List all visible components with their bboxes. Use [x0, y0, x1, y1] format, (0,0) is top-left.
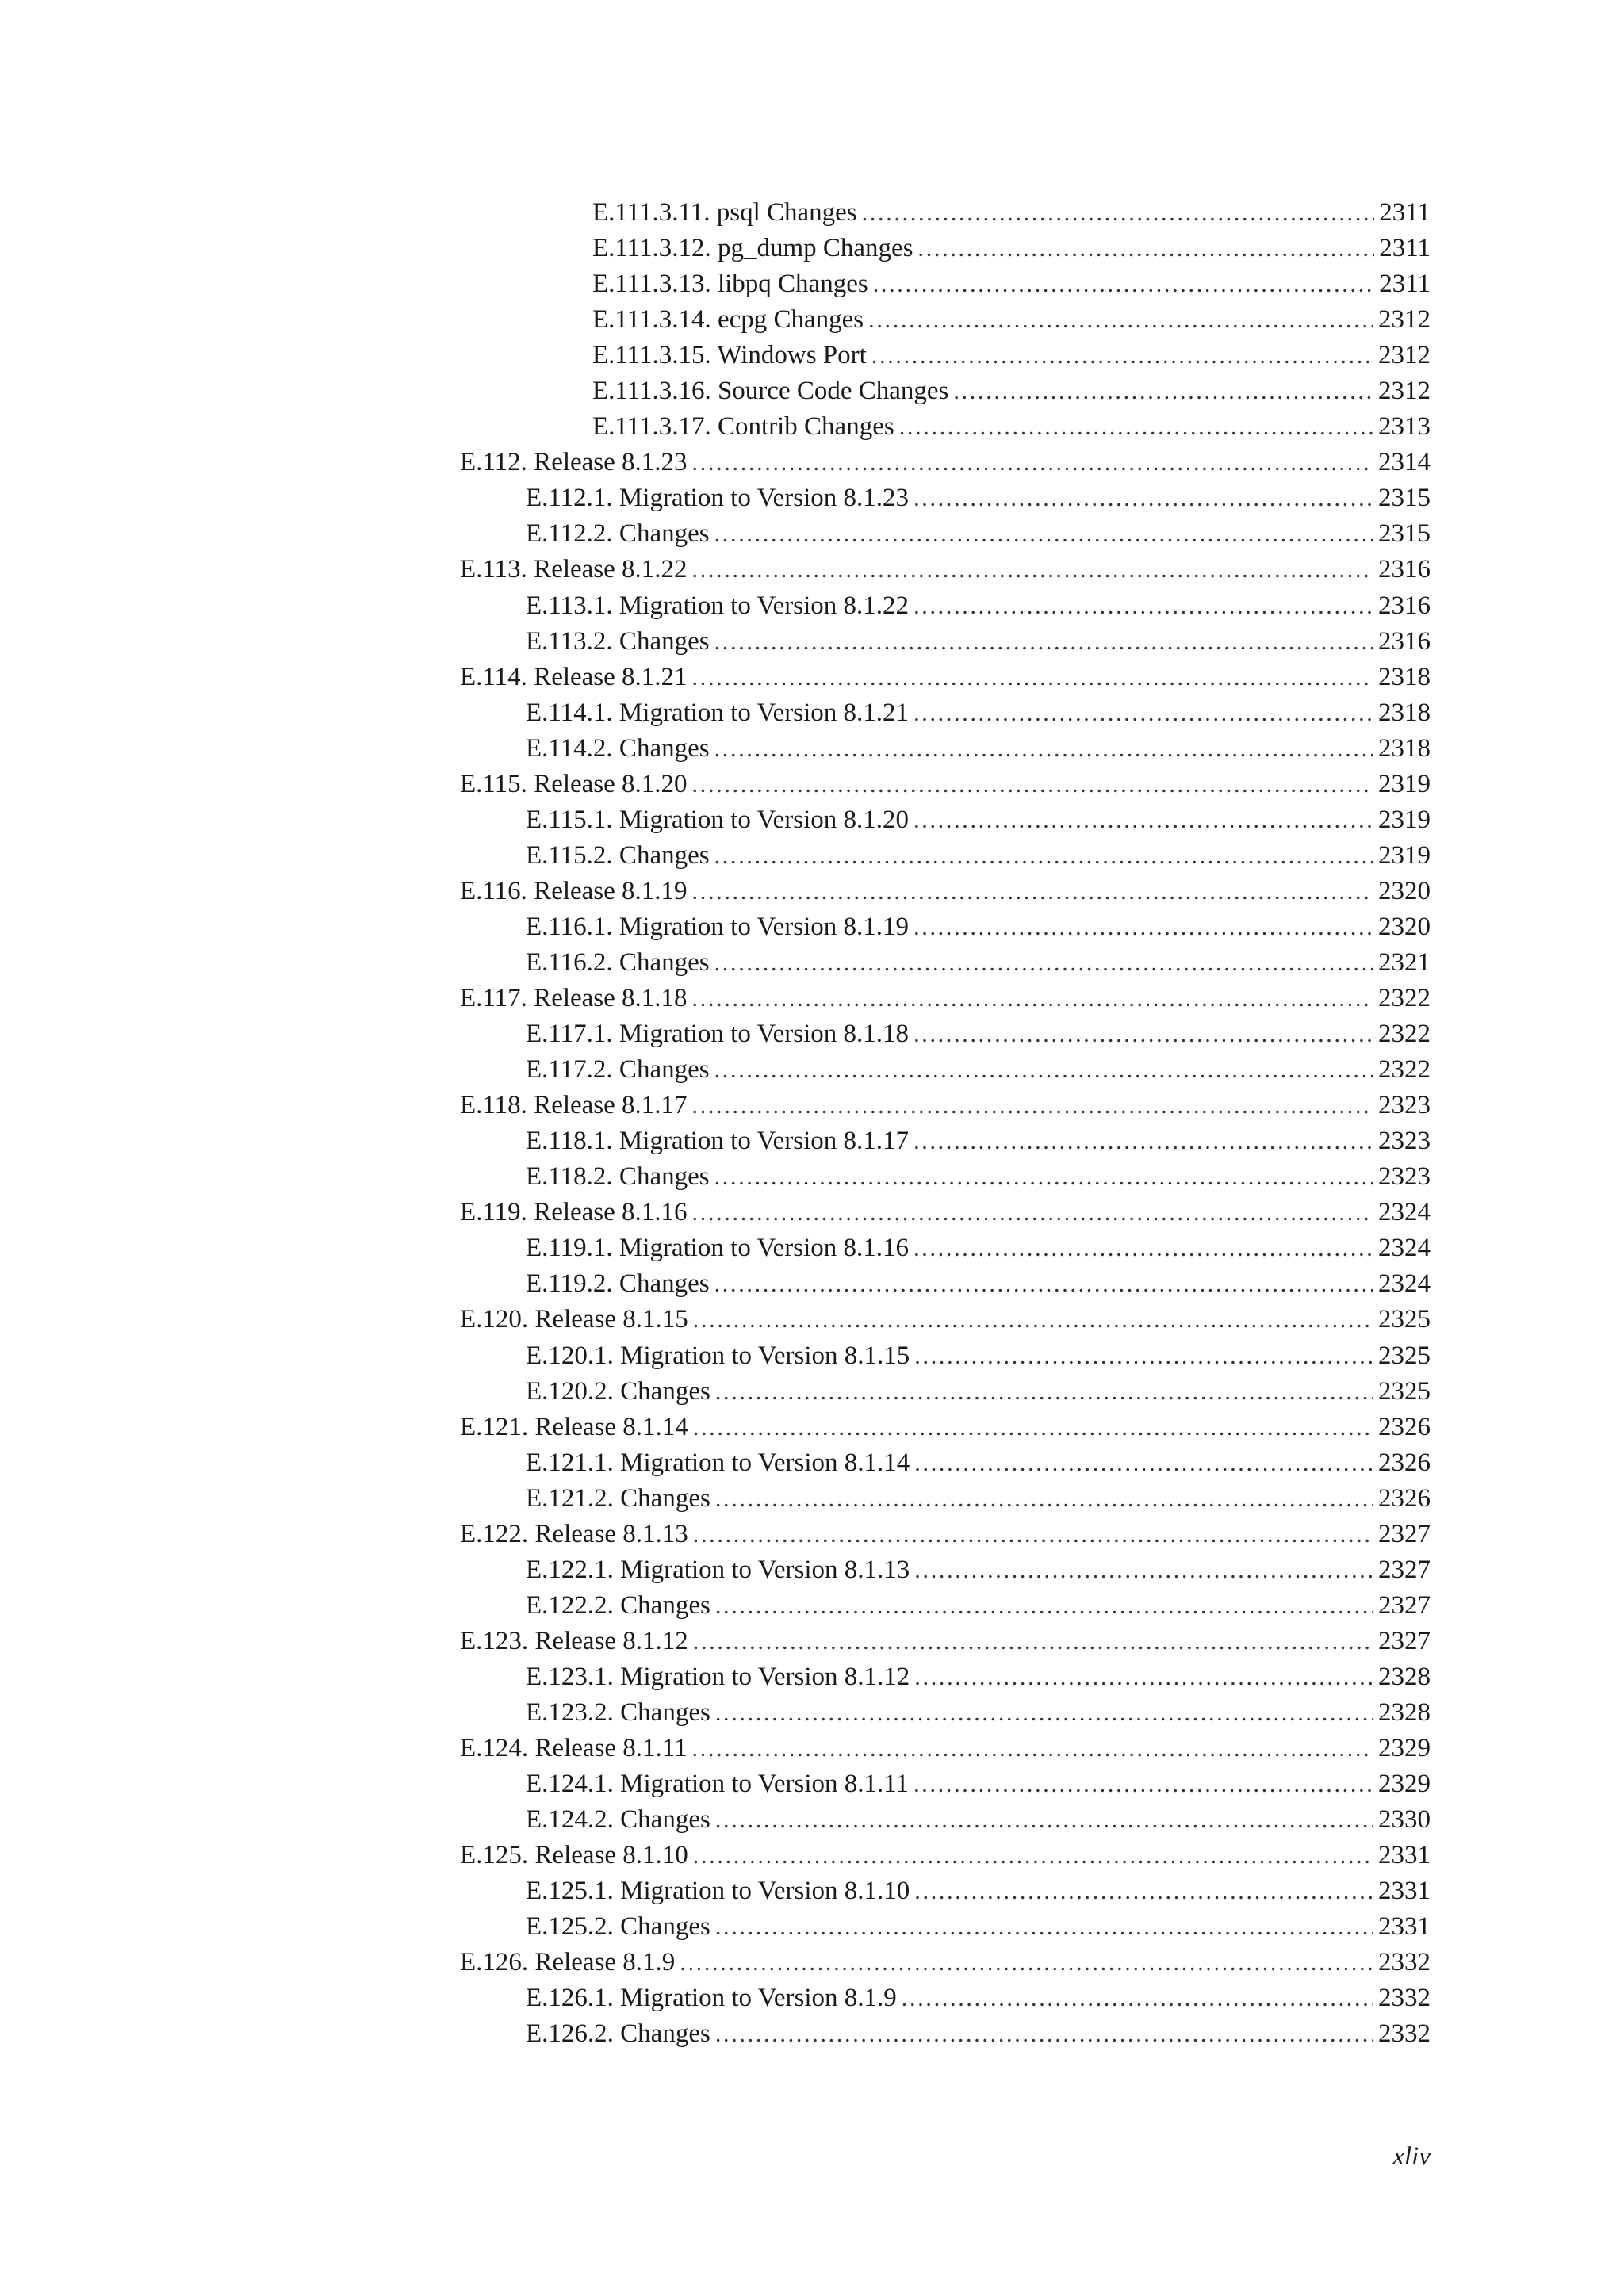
toc-entry-label: E.121. Release 8.1.14	[460, 1412, 688, 1441]
dot-leader	[715, 1695, 1373, 1731]
dot-leader	[714, 838, 1373, 874]
toc-entry-label: E.119. Release 8.1.16	[460, 1198, 688, 1227]
toc-entry[interactable]	[526, 1445, 1431, 1481]
toc-entry[interactable]	[526, 909, 1431, 945]
toc-entry-label: E.125.2. Changes	[526, 1912, 710, 1942]
dot-leader	[692, 552, 1373, 587]
toc-entry[interactable]	[526, 1873, 1431, 1909]
toc-entry-page: 2322	[1378, 1055, 1431, 1085]
toc-entry-page: 2312	[1378, 377, 1431, 406]
toc-entry-page: 2312	[1378, 341, 1431, 370]
toc-entry[interactable]	[526, 945, 1431, 981]
dot-leader	[914, 909, 1373, 945]
toc-entry-label: E.111.3.14. ecpg Changes	[592, 305, 864, 335]
dot-leader	[714, 1159, 1373, 1195]
toc-entry[interactable]	[526, 838, 1431, 874]
toc-entry-page: 2325	[1378, 1376, 1431, 1406]
dot-leader	[692, 660, 1373, 695]
toc-entry-page: 2320	[1378, 912, 1431, 941]
toc-entry[interactable]	[592, 409, 1431, 445]
toc-entry-label: E.121.1. Migration to Version 8.1.14	[526, 1448, 910, 1477]
toc-entry-page: 2324	[1378, 1269, 1431, 1299]
dot-leader	[692, 1195, 1373, 1230]
toc-entry-label: E.119.2. Changes	[526, 1269, 710, 1299]
toc-entry-label: E.124.2. Changes	[526, 1805, 710, 1835]
toc-entry-label: E.119.1. Migration to Version 8.1.16	[526, 1234, 910, 1263]
toc-entry[interactable]	[526, 1266, 1431, 1302]
toc-entry[interactable]	[526, 731, 1431, 767]
toc-entry[interactable]	[460, 552, 1431, 587]
toc-entry-label: E.112. Release 8.1.23	[460, 448, 688, 477]
toc-entry-label: E.117.2. Changes	[526, 1055, 710, 1085]
toc-entry-label: E.114.2. Changes	[526, 733, 710, 763]
toc-entry-label: E.113.2. Changes	[526, 626, 710, 656]
toc-entry-label: E.118. Release 8.1.17	[460, 1091, 688, 1120]
toc-entry-label: E.112.2. Changes	[526, 519, 710, 549]
dot-leader	[693, 1302, 1373, 1337]
toc-entry-label: E.111.3.16. Source Code Changes	[592, 377, 949, 406]
toc-entry[interactable]	[460, 1624, 1431, 1659]
toc-entry-page: 2327	[1378, 1590, 1431, 1620]
dot-leader	[902, 1980, 1373, 2016]
toc-entry[interactable]	[592, 302, 1431, 338]
toc-entry-label: E.123.2. Changes	[526, 1697, 710, 1727]
dot-leader	[914, 588, 1373, 624]
toc-entry-label: E.114. Release 8.1.21	[460, 662, 688, 691]
toc-entry[interactable]	[460, 445, 1431, 480]
toc-entry-page: 2329	[1378, 1770, 1431, 1799]
toc-entry-label: E.123.1. Migration to Version 8.1.12	[526, 1662, 910, 1691]
dot-leader	[918, 231, 1375, 266]
toc-entry[interactable]	[526, 1052, 1431, 1088]
toc-entry[interactable]	[460, 1195, 1431, 1230]
toc-entry[interactable]	[592, 373, 1431, 409]
toc-entry-label: E.111.3.13. libpq Changes	[592, 270, 868, 299]
toc-entry[interactable]	[592, 266, 1431, 302]
toc-entry-page: 2324	[1378, 1234, 1431, 1263]
dot-leader	[914, 1766, 1373, 1802]
toc-entry-label: E.111.3.12. pg_dump Changes	[592, 234, 914, 263]
toc-entry-page: 2312	[1378, 305, 1431, 335]
toc-entry-page: 2332	[1378, 1948, 1431, 1977]
toc-entry[interactable]	[526, 624, 1431, 660]
dot-leader	[914, 1659, 1373, 1695]
toc-entry[interactable]	[526, 1909, 1431, 1945]
dot-leader	[692, 767, 1373, 802]
toc-entry[interactable]	[460, 1945, 1431, 1980]
toc-entry[interactable]	[526, 1659, 1431, 1695]
toc-entry-label: E.115.2. Changes	[526, 840, 710, 870]
toc-entry-page: 2329	[1378, 1734, 1431, 1763]
dot-leader	[914, 1873, 1373, 1909]
toc-entry[interactable]	[460, 874, 1431, 909]
dot-leader	[914, 1552, 1373, 1588]
dot-leader	[693, 1517, 1373, 1552]
toc-entry-page: 2327	[1378, 1555, 1431, 1584]
dot-leader	[868, 302, 1373, 338]
toc-entry-page: 2330	[1378, 1805, 1431, 1835]
toc-entry-label: E.126. Release 8.1.9	[460, 1948, 676, 1977]
dot-leader	[715, 1481, 1373, 1517]
dot-leader	[693, 1410, 1373, 1445]
table-of-contents	[0, 195, 1624, 2052]
toc-entry[interactable]	[526, 1374, 1431, 1410]
dot-leader	[715, 1374, 1373, 1410]
toc-entry-page: 2316	[1378, 591, 1431, 620]
toc-entry-page: 2328	[1378, 1662, 1431, 1691]
toc-entry-page: 2325	[1378, 1305, 1431, 1334]
toc-entry-page: 2319	[1378, 840, 1431, 870]
toc-entry-label: E.111.3.15. Windows Port	[592, 341, 867, 370]
dot-leader	[914, 1230, 1373, 1266]
dot-leader	[914, 802, 1373, 838]
toc-entry-label: E.117.1. Migration to Version 8.1.18	[526, 1020, 910, 1049]
toc-entry-page: 2331	[1378, 1877, 1431, 1906]
toc-entry[interactable]	[592, 338, 1431, 373]
toc-entry-page: 2323	[1378, 1091, 1431, 1120]
dot-leader	[873, 266, 1375, 302]
toc-entry-page: 2332	[1378, 1984, 1431, 2013]
toc-entry-page: 2321	[1378, 947, 1431, 977]
toc-entry-label: E.126.2. Changes	[526, 2019, 710, 2049]
toc-entry[interactable]	[526, 695, 1431, 731]
toc-entry-label: E.112.1. Migration to Version 8.1.23	[526, 484, 910, 513]
toc-entry-label: E.116.1. Migration to Version 8.1.19	[526, 912, 910, 941]
dot-leader	[953, 373, 1373, 409]
toc-entry-label: E.116. Release 8.1.19	[460, 876, 688, 905]
dot-leader	[714, 1052, 1373, 1088]
toc-entry[interactable]	[460, 767, 1431, 802]
toc-entry[interactable]	[526, 1230, 1431, 1266]
toc-entry[interactable]	[460, 1517, 1431, 1552]
toc-entry-page: 2319	[1378, 805, 1431, 834]
toc-entry[interactable]	[526, 2016, 1431, 2052]
toc-entry[interactable]	[526, 516, 1431, 552]
toc-entry[interactable]	[460, 1410, 1431, 1445]
toc-entry[interactable]	[526, 1766, 1431, 1802]
toc-entry[interactable]	[592, 231, 1431, 266]
toc-entry[interactable]	[460, 1731, 1431, 1766]
toc-entry-label: E.113.1. Migration to Version 8.1.22	[526, 591, 910, 620]
toc-entry-label: E.124. Release 8.1.11	[460, 1734, 688, 1763]
toc-entry-page: 2328	[1378, 1697, 1431, 1727]
toc-entry-page: 2327	[1378, 1626, 1431, 1655]
toc-entry-page: 2313	[1378, 412, 1431, 442]
toc-entry-label: E.114.1. Migration to Version 8.1.21	[526, 698, 910, 727]
toc-entry-page: 2315	[1378, 519, 1431, 549]
toc-entry-label: E.120.1. Migration to Version 8.1.15	[526, 1341, 910, 1370]
dot-leader	[693, 1838, 1373, 1873]
toc-entry[interactable]	[526, 1980, 1431, 2016]
toc-entry-label: E.115.1. Migration to Version 8.1.20	[526, 805, 910, 834]
toc-entry[interactable]	[526, 1552, 1431, 1588]
toc-entry[interactable]	[526, 1588, 1431, 1624]
dot-leader	[914, 1123, 1373, 1159]
dot-leader	[914, 1016, 1373, 1052]
dot-leader	[715, 1802, 1373, 1838]
toc-entry[interactable]	[526, 1159, 1431, 1195]
toc-entry-label: E.124.1. Migration to Version 8.1.11	[526, 1770, 910, 1799]
toc-entry-label: E.120. Release 8.1.15	[460, 1305, 688, 1334]
dot-leader	[714, 516, 1373, 552]
toc-entry[interactable]	[526, 588, 1431, 624]
toc-entry-page: 2332	[1378, 2019, 1431, 2049]
toc-entry[interactable]	[526, 480, 1431, 516]
toc-entry[interactable]	[592, 195, 1431, 231]
toc-entry-label: E.123. Release 8.1.12	[460, 1626, 688, 1655]
dot-leader	[914, 695, 1373, 731]
toc-entry-label: E.115. Release 8.1.20	[460, 769, 688, 798]
dot-leader	[714, 1266, 1373, 1302]
toc-entry-page: 2316	[1378, 626, 1431, 656]
toc-entry-page: 2331	[1378, 1841, 1431, 1870]
dot-leader	[862, 195, 1375, 231]
toc-entry-label: E.122.1. Migration to Version 8.1.13	[526, 1555, 910, 1584]
toc-entry-page: 2324	[1378, 1198, 1431, 1227]
toc-entry-page: 2315	[1378, 484, 1431, 513]
toc-entry[interactable]	[460, 981, 1431, 1016]
toc-entry-page: 2319	[1378, 769, 1431, 798]
dot-leader	[871, 338, 1373, 373]
toc-entry-page: 2318	[1378, 662, 1431, 691]
toc-entry-page: 2320	[1378, 876, 1431, 905]
toc-entry[interactable]	[460, 1088, 1431, 1123]
toc-entry-page: 2314	[1378, 448, 1431, 477]
toc-entry-page: 2311	[1379, 270, 1431, 299]
toc-entry-page: 2311	[1379, 198, 1431, 227]
toc-entry-label: E.122.2. Changes	[526, 1590, 710, 1620]
toc-entry-label: E.118.2. Changes	[526, 1162, 710, 1192]
dot-leader	[714, 945, 1373, 981]
toc-entry[interactable]	[526, 1802, 1431, 1838]
toc-entry-label: E.113. Release 8.1.22	[460, 555, 688, 584]
dot-leader	[714, 731, 1373, 767]
dot-leader	[692, 874, 1373, 909]
toc-entry-page: 2318	[1378, 698, 1431, 727]
toc-entry-label: E.122. Release 8.1.13	[460, 1519, 688, 1548]
toc-entry[interactable]	[526, 1481, 1431, 1517]
toc-entry-page: 2322	[1378, 984, 1431, 1013]
toc-entry-page: 2323	[1378, 1127, 1431, 1156]
toc-entry-page: 2322	[1378, 1020, 1431, 1049]
dot-leader	[692, 445, 1373, 480]
toc-entry-label: E.111.3.17. Contrib Changes	[592, 412, 894, 442]
dot-leader	[914, 480, 1373, 516]
toc-entry[interactable]	[526, 1016, 1431, 1052]
toc-entry[interactable]	[526, 1123, 1431, 1159]
dot-leader	[680, 1945, 1373, 1980]
toc-entry-label: E.118.1. Migration to Version 8.1.17	[526, 1127, 910, 1156]
toc-entry[interactable]	[526, 802, 1431, 838]
dot-leader	[715, 1909, 1373, 1945]
dot-leader	[899, 409, 1373, 445]
toc-entry-page: 2311	[1379, 234, 1431, 263]
toc-entry-label: E.126.1. Migration to Version 8.1.9	[526, 1984, 897, 2013]
page-number: xliv	[1392, 2142, 1431, 2171]
toc-entry-label: E.117. Release 8.1.18	[460, 984, 688, 1013]
toc-entry[interactable]	[460, 1838, 1431, 1873]
toc-entry[interactable]	[526, 1338, 1431, 1374]
toc-entry-page: 2316	[1378, 555, 1431, 584]
toc-entry-label: E.111.3.11. psql Changes	[592, 198, 857, 227]
toc-entry-page: 2331	[1378, 1912, 1431, 1942]
dot-leader	[693, 1624, 1373, 1659]
dot-leader	[914, 1445, 1373, 1481]
toc-entry[interactable]	[460, 660, 1431, 695]
toc-entry[interactable]	[460, 1302, 1431, 1337]
toc-entry-page: 2318	[1378, 733, 1431, 763]
dot-leader	[714, 624, 1373, 660]
toc-entry-label: E.125.1. Migration to Version 8.1.10	[526, 1877, 910, 1906]
dot-leader	[715, 1588, 1373, 1624]
toc-entry[interactable]	[526, 1695, 1431, 1731]
dot-leader	[692, 1731, 1373, 1766]
toc-entry-page: 2326	[1378, 1412, 1431, 1441]
toc-entry-label: E.116.2. Changes	[526, 947, 710, 977]
dot-leader	[914, 1338, 1373, 1374]
dot-leader	[715, 2016, 1373, 2052]
toc-entry-page: 2326	[1378, 1448, 1431, 1477]
dot-leader	[692, 981, 1373, 1016]
toc-entry-page: 2327	[1378, 1519, 1431, 1548]
toc-entry-page: 2325	[1378, 1341, 1431, 1370]
toc-entry-page: 2323	[1378, 1162, 1431, 1192]
toc-entry-label: E.125. Release 8.1.10	[460, 1841, 688, 1870]
toc-entry-page: 2326	[1378, 1483, 1431, 1513]
toc-entry-label: E.121.2. Changes	[526, 1483, 710, 1513]
toc-entry-label: E.120.2. Changes	[526, 1376, 710, 1406]
dot-leader	[692, 1088, 1373, 1123]
